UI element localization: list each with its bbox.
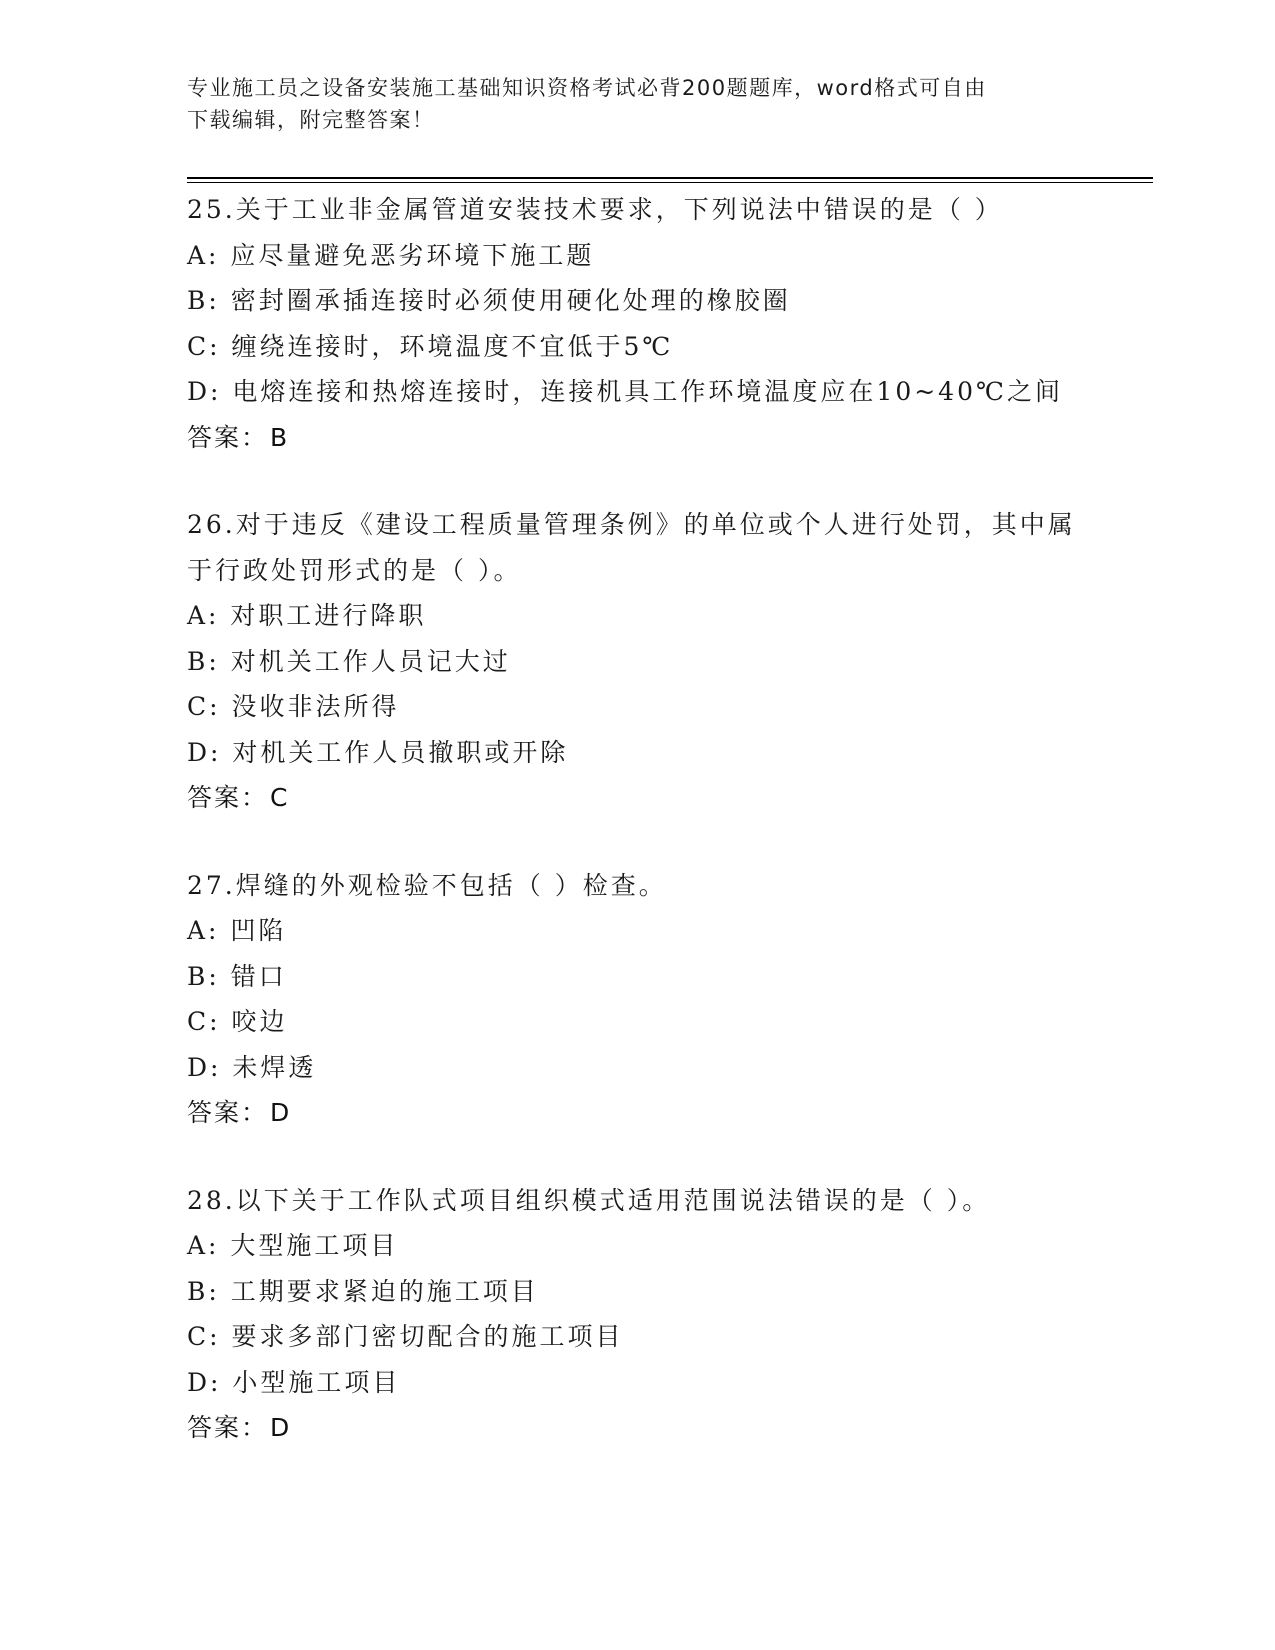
header-divider-thin [187,182,1153,183]
document-header [187,72,1087,136]
question-stem: 28.以下关于工作队式项目组织模式适用范围说法错误的是（ ）。 [187,1185,991,1215]
answer-letter: C [270,783,290,812]
question-28 [187,1178,1087,1451]
answer-label: 答案： [187,1413,269,1442]
option-d: D: 电熔连接和热熔连接时，连接机具工作环境温度应在10~40℃之间 [187,377,1063,406]
answer-letter: B [270,422,290,452]
answer-line [187,1090,1087,1136]
answer-letter: D [270,1413,292,1442]
option-c: C: 要求多部门密切配合的施工项目 [187,1322,624,1351]
question-stem: 26.对于违反《建设工程质量管理条例》的单位或个人进行处罚，其中属于行政处罚形式的是（ ）。 [187,510,1076,585]
answer-label: 答案： [187,1098,269,1127]
option-c: C: 缠绕连接时，环境温度不宜低于5℃ [187,331,674,361]
answer-line [187,775,1087,821]
answer-line [187,415,1087,461]
option-b: B: 密封圈承插连接时必须使用硬化处理的橡胶圈 [187,286,791,315]
option-b: B: 错口 [187,961,287,991]
answer-line [187,1405,1087,1451]
option-b: B: 工期要求紧迫的施工项目 [187,1276,539,1306]
question-list [187,187,1087,1493]
header-line-1: 专业施工员之设备安装施工基础知识资格考试必背200题题库，word格式可自由 [187,76,987,100]
option-d: D: 小型施工项目 [187,1367,401,1397]
question-stem: 25.关于工业非金属管道安装技术要求，下列说法中错误的是（ ） [187,195,1003,224]
option-c: C: 没收非法所得 [187,692,400,721]
answer-label: 答案： [187,422,269,452]
option-b: B: 对机关工作人员记大过 [187,646,511,676]
answer-label: 答案： [187,783,269,812]
question-27 [187,863,1087,1136]
question-25 [187,187,1087,460]
header-divider-thick [187,177,1153,179]
option-c: C: 咬边 [187,1007,288,1036]
option-d: D: 对机关工作人员撤职或开除 [187,737,569,767]
header-line-2: 下载编辑，附完整答案！ [187,108,435,132]
question-26 [187,502,1087,821]
option-a: A: 对职工进行降职 [187,601,427,630]
option-a: A: 凹陷 [187,916,287,945]
option-a: A: 应尽量避免恶劣环境下施工题 [187,240,595,270]
answer-letter: D [270,1098,292,1127]
option-d: D: 未焊透 [187,1052,317,1082]
option-a: A: 大型施工项目 [187,1231,399,1260]
question-stem: 27.焊缝的外观检验不包括（ ）检查。 [187,870,667,900]
